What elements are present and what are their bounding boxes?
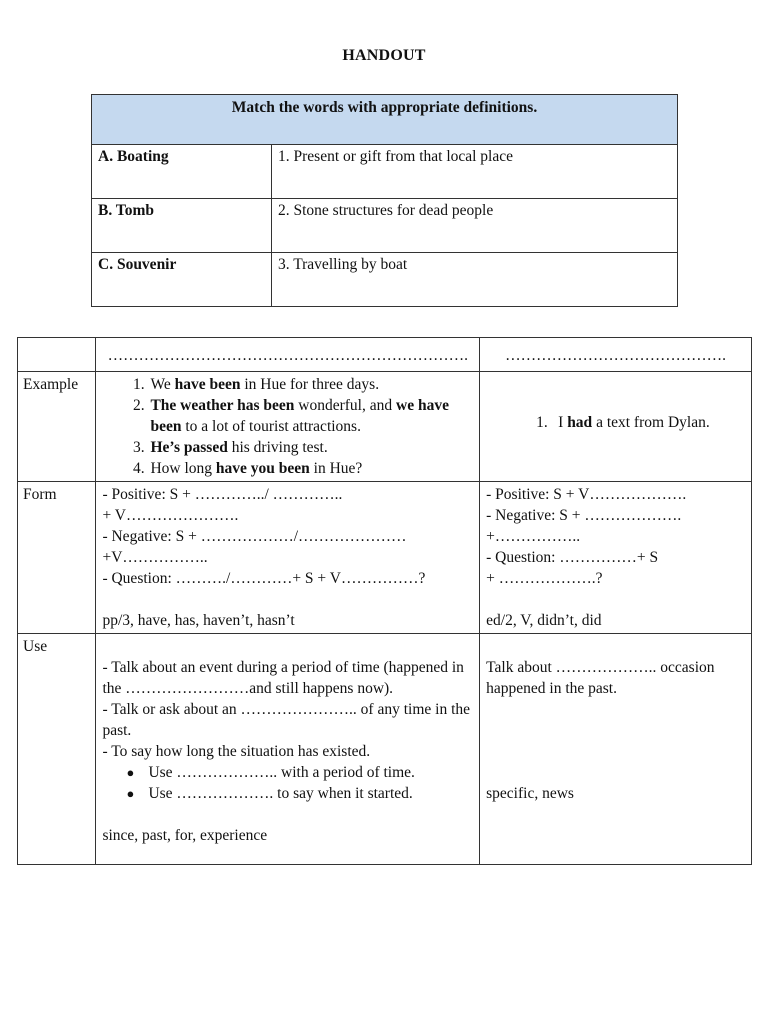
word-bank: since, past, for, experience: [102, 827, 268, 844]
examples-right: [480, 372, 752, 482]
example-item: 3. He’s passed his driving test.: [148, 437, 473, 458]
bullet-icon: ●: [126, 765, 135, 780]
row-label-use: Use: [18, 634, 96, 865]
use-right: [480, 634, 752, 865]
form-line: - Positive: S + …………../ …………..: [102, 486, 343, 503]
example-item: 1. We have been in Hue for three days.: [148, 374, 473, 395]
form-line: +V……………..: [102, 549, 208, 566]
form-line: - Positive: S + V……………….: [486, 486, 687, 503]
use-line: - To say how long the situation has existed.: [102, 743, 371, 760]
word-bank: pp/3, have, has, haven’t, hasn’t: [102, 612, 295, 629]
corner-cell: [18, 338, 96, 372]
example-item: 1. I had a text from Dylan.: [536, 414, 710, 431]
use-bullet-list: [102, 762, 473, 804]
match-word: A. Boating: [92, 145, 272, 199]
form-line: - Negative: S + ……………….: [486, 507, 682, 524]
table-row: [18, 482, 752, 634]
match-definition: 2. Stone structures for dead people: [272, 199, 678, 253]
bullet-icon: ●: [126, 786, 135, 801]
table-row: [92, 145, 678, 199]
matching-table: [91, 94, 678, 307]
tense-blank-left: …………………………………………………………….: [96, 338, 480, 372]
form-right: [480, 482, 752, 634]
word-bank: specific, news: [486, 785, 574, 802]
examples-left: [96, 372, 480, 482]
matching-instruction: Match the words with appropriate definitions.: [92, 95, 678, 145]
table-row: [18, 634, 752, 865]
row-label-example: Example: [18, 372, 96, 482]
list-item: ● Use ……………….. with a period of time.: [126, 764, 415, 781]
tense-blank-right: …………………………………….: [480, 338, 752, 372]
form-line: + ……………….?: [486, 570, 603, 587]
form-line: - Question: ………./…………+ S + V……………?: [102, 570, 426, 587]
use-line: - Talk or ask about an ………………….. of any time in the past.: [102, 701, 471, 739]
table-row: [92, 253, 678, 307]
use-left: [96, 634, 480, 865]
match-definition: 1. Present or gift from that local place: [272, 145, 678, 199]
list-item: ● Use ………………. to say when it started.: [126, 785, 413, 802]
use-line: - Talk about an event during a period of time (happened in the ……………………and still happens now).: [102, 659, 464, 697]
example-item: 4. How long have you been in Hue?: [148, 458, 473, 479]
table-row: [18, 338, 752, 372]
form-line: - Question: ……………+ S: [486, 549, 659, 566]
use-line: Talk about ……………….. occasion happened in the past.: [486, 659, 715, 697]
grammar-table: [17, 337, 752, 865]
form-left: [96, 482, 480, 634]
table-row: [92, 199, 678, 253]
match-word: C. Souvenir: [92, 253, 272, 307]
example-item: 2. The weather has been wonderful, and we have been to a lot of tourist attractions.: [148, 395, 473, 437]
form-line: + V………………….: [102, 507, 239, 524]
example-list: [102, 374, 473, 479]
word-bank: ed/2, V, didn’t, did: [486, 612, 602, 629]
page-title: HANDOUT: [342, 47, 426, 64]
table-row: [18, 372, 752, 482]
row-label-form: Form: [18, 482, 96, 634]
form-line: - Negative: S + ………………/…………………: [102, 528, 407, 545]
match-definition: 3. Travelling by boat: [272, 253, 678, 307]
form-line: +……………..: [486, 528, 581, 545]
match-word: B. Tomb: [92, 199, 272, 253]
